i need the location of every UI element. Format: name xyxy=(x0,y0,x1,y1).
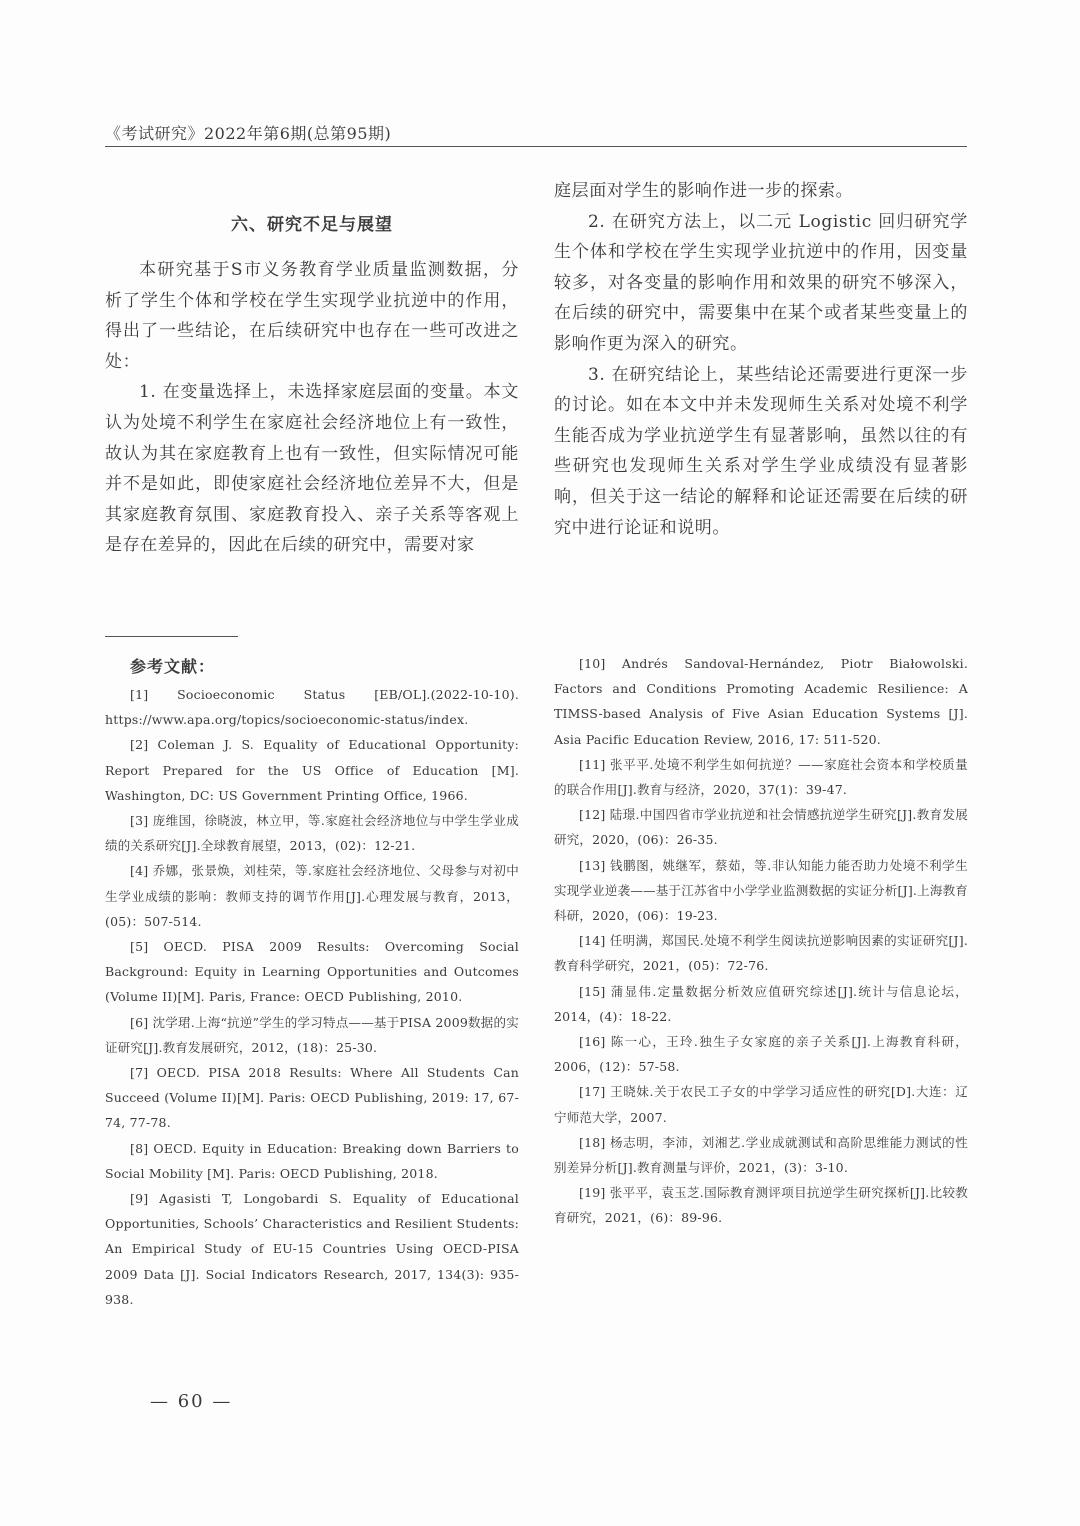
reference-item: [7] OECD. PISA 2018 Results: Where All Students Can Succeed (Volume II)[M]. Paris: OECD Publishing, 2019: 17, 67-74, 77-78. xyxy=(105,1065,519,1131)
page-number: — 60 — xyxy=(150,1391,233,1412)
header-divider xyxy=(105,146,967,147)
reference-item: [14] 任明满，郑国民.处境不利学生阅读抗逆影响因素的实证研究[J].教育科学研究，2021，(05)：72-76. xyxy=(554,933,968,974)
paragraph-point-1-continued: 庭层面对学生的影响作进一步的探索。 xyxy=(554,181,854,201)
running-header: 《考试研究》2022年第6期(总第95期) xyxy=(105,124,392,143)
paragraph-point-1: 1. 在变量选择上，未选择家庭层面的变量。本文认为处境不利学生在家庭社会经济地位上有一致性，故认为其在家庭教育上也有一致性，但实际情况可能并不是如此，即使家庭社会经济地位差异不大，但是其家庭教育氛围、家庭教育投入、亲子关系等客观上是存在差异的，因此在后续的研究中，需要对家 xyxy=(105,382,519,556)
reference-item: [4] 乔娜，张景焕，刘桂荣，等.家庭社会经济地位、父母参与对初中生学业成绩的影响：教师支持的调节作用[J].心理发展与教育，2013，(05)：507-514. xyxy=(105,863,519,929)
reference-item: [19] 张平平，袁玉芝.国际教育测评项目抗逆学生研究探析[J].比较教育研究，2021，(6)：89-96. xyxy=(554,1185,968,1226)
paragraph-point-2: 2. 在研究方法上，以二元 Logistic 回归研究学生个体和学校在学生实现学业抗逆中的作用，因变量较多，对各变量的影响作用和效果的研究不够深入，在后续的研究中，需要集中在某个或者某些变量上的影响作更为深入的研究。 xyxy=(554,211,968,354)
references-list-left xyxy=(105,682,519,1312)
reference-item: [1] Socioeconomic Status [EB/OL].(2022-10-10). https://www.apa.org/topics/socioeconomic-status/index. xyxy=(105,687,519,728)
reference-item: [15] 蒲显伟.定量数据分析效应值研究综述[J].统计与信息论坛，2014，(4)：18-22. xyxy=(554,983,968,1024)
references-divider xyxy=(105,636,238,637)
reference-item: [16] 陈一心，王玲.独生子女家庭的亲子关系[J].上海教育科研，2006，(12)：57-58. xyxy=(554,1034,968,1075)
body-column-left xyxy=(105,180,519,561)
reference-item: [13] 钱鹏图，姚继军，蔡茹，等.非认知能力能否助力处境不利学生实现学业逆袭——基于江苏省中小学学业监测数据的实证分析[J].上海教育科研，2020，(06)：19-23. xyxy=(554,857,968,924)
reference-item: [9] Agasisti T, Longobardi S. Equality of Educational Opportunities, Schools’ Characteristics and Resilient Students: An Empirical Study of EU-15 Countries Using OECD-PISA 2009 Data [J]. Social Indicators Research, 2017, 134(3): 935-938. xyxy=(105,1191,519,1307)
reference-item: [10] Andrés Sandoval-Hernández, Piotr Białowolski. Factors and Conditions Promoting Academic Resilience: A TIMSS-based Analysis of Five Asian Education Systems [J]. Asia Pacific Education Review, 2016, 17: 511-520. xyxy=(554,656,968,747)
paragraph-intro: 本研究基于S市义务教育学业质量监测数据，分析了学生个体和学校在学生实现学业抗逆中的作用，得出了一些结论，在后续研究中也存在一些可改进之处： xyxy=(105,260,519,372)
body-column-right xyxy=(554,176,968,543)
reference-item: [17] 王晓妹.关于农民工子女的中学学习适应性的研究[D].大连：辽宁师范大学，2007. xyxy=(554,1084,968,1125)
reference-item: [5] OECD. PISA 2009 Results: Overcoming Social Background: Equity in Learning Opportunities and Outcomes (Volume II)[M]. Paris, France: OECD Publishing, 2010. xyxy=(105,939,519,1005)
reference-item: [2] Coleman J. S. Equality of Educational Opportunity: Report Prepared for the US Office of Education [M]. Washington, DC: US Government Printing Office, 1966. xyxy=(105,737,519,803)
reference-item: [11] 张平平.处境不利学生如何抗逆？——家庭社会资本和学校质量的联合作用[J].教育与经济，2020，37(1)：39-47. xyxy=(554,756,968,798)
paragraph-point-3: 3. 在研究结论上，某些结论还需要进行更深一步的讨论。如在本文中并未发现师生关系对处境不利学生能否成为学业抗逆学生有显著影响，虽然以往的有些研究也发现师生关系对学生学业成绩没有显著影响，但关于这一结论的解释和论证还需要在后续的研究中进行论证和说明。 xyxy=(554,364,968,538)
references-list-right xyxy=(554,651,968,1231)
reference-item: [8] OECD. Equity in Education: Breaking down Barriers to Social Mobility [M]. Paris: OECD Publishing, 2018. xyxy=(105,1140,519,1181)
reference-item: [12] 陆璟.中国四省市学业抗逆和社会情感抗逆学生研究[J].教育发展研究，2020，(06)：26-35. xyxy=(554,807,968,848)
references-title: 参考文献： xyxy=(130,657,216,676)
section-title: 六、研究不足与展望 xyxy=(231,215,393,235)
reference-item: [3] 庞维国，徐晓波，林立甲，等.家庭社会经济地位与中学生学业成绩的关系研究[J].全球教育展望，2013，(02)：12-21. xyxy=(105,813,519,854)
reference-item: [6] 沈学珺.上海“抗逆”学生的学习特点——基于PISA 2009数据的实证研究[J].教育发展研究，2012，(18)：25-30. xyxy=(105,1014,519,1055)
reference-item: [18] 杨志明，李沛，刘湘艺.学业成就测试和高阶思维能力测试的性别差异分析[J].教育测量与评价，2021，(3)：3-10. xyxy=(554,1134,968,1176)
